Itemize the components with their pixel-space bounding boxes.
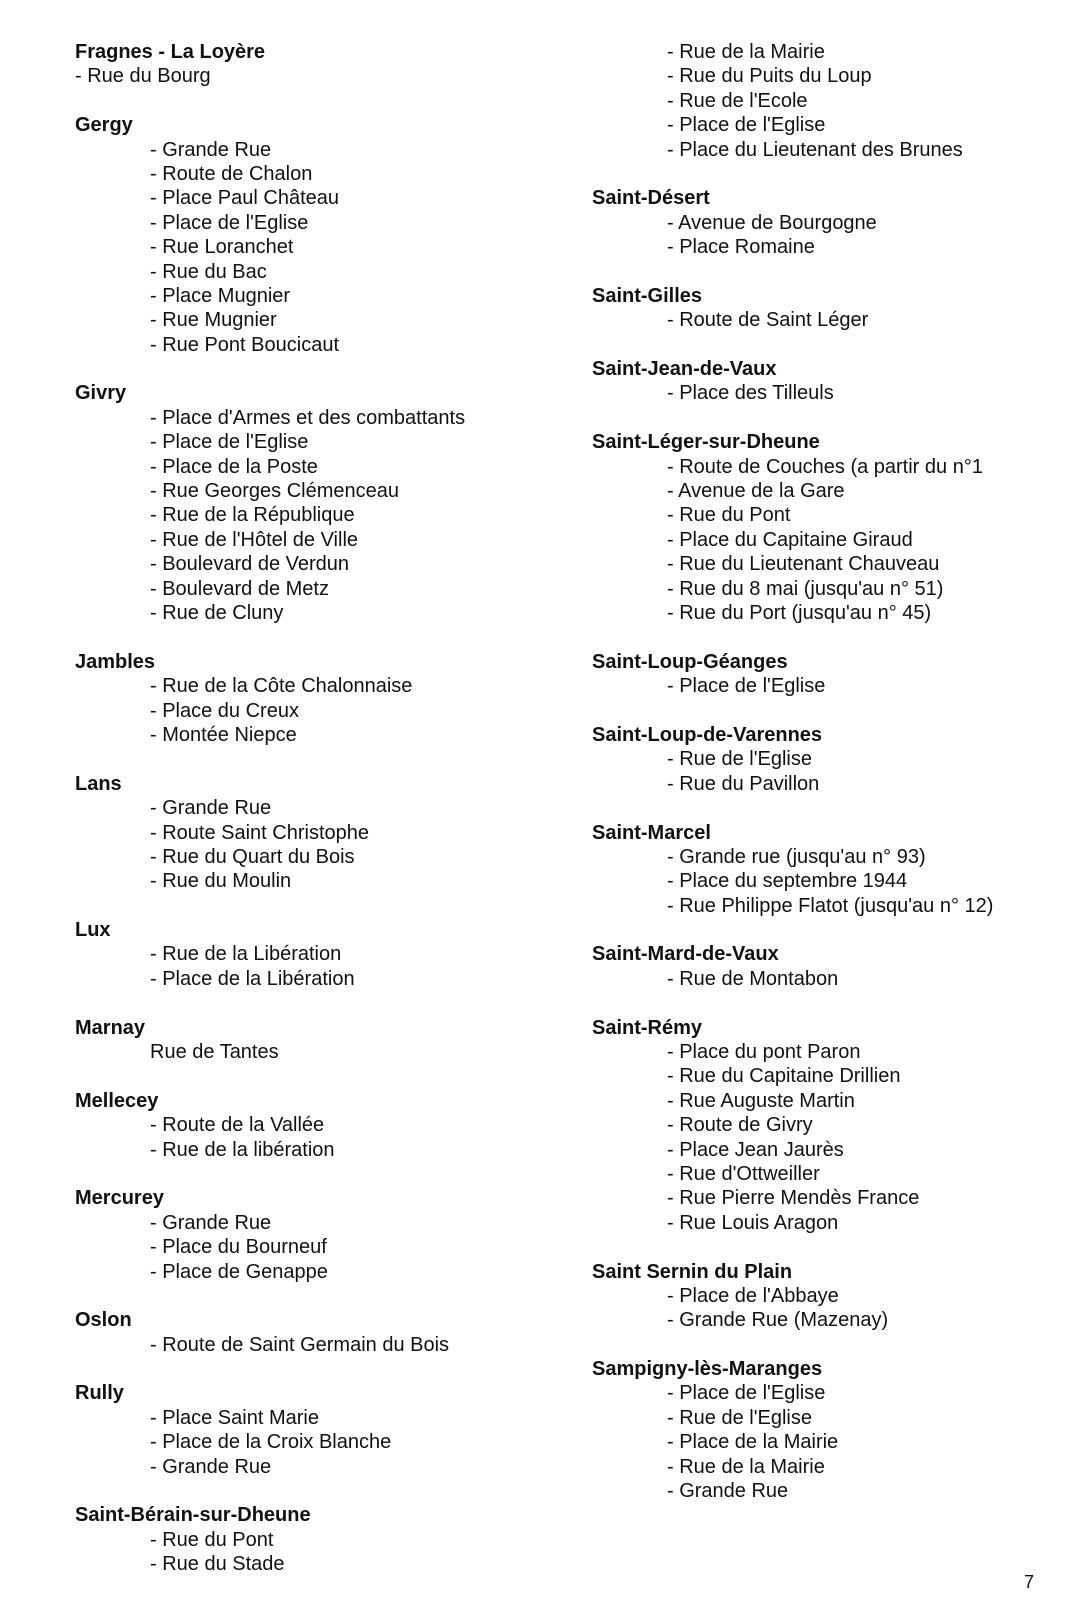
street-item: - Rue de l'Ecole [667,89,808,112]
street-item: - Rue de l'Eglise [667,1406,812,1429]
group-spacer [592,918,1072,942]
street-item: - Grande rue (jusqu'au n° 93) [667,845,926,868]
street-item: - Place du Capitaine Giraud [667,528,913,551]
commune-group-saint-mard-de-vaux [592,942,1072,991]
street-item: - Rue du Quart du Bois [150,845,355,868]
street-item: - Place de l'Abbaye [667,1284,839,1307]
street-item: - Place Paul Château [150,187,340,210]
commune-title: Gergy [75,114,133,137]
street-item: - Rue du Puits du Loup [667,65,872,88]
street-item: - Place de l'Eglise [667,675,826,698]
commune-title: Saint-Désert [592,187,710,210]
commune-group-saint-remy [592,1016,1072,1236]
street-item: - Grande Rue [667,1480,789,1503]
street-item: - Avenue de la Gare [667,480,845,503]
right-column [592,40,1072,1503]
street-item: - Place de la Libération [150,967,355,990]
commune-title: Saint-Jean-de-Vaux [592,358,777,381]
commune-title: Givry [75,382,127,405]
commune-title: Mercurey [75,1187,164,1210]
commune-group-lans [75,772,575,894]
street-item: - Grande Rue (Mazenay) [667,1309,889,1332]
commune-title: Marnay [75,1016,146,1039]
commune-group-lux [75,918,575,991]
street-item: - Rue de la Mairie [667,1455,825,1478]
street-item: - Route de la Vallée [150,1114,325,1137]
street-item: - Place du Bourneuf [150,1236,327,1259]
group-spacer [592,162,1072,186]
group-spacer [592,333,1072,357]
commune-title: Saint-Léger-sur-Dheune [592,431,820,454]
commune-group-fragnes-la-loyere [75,40,575,89]
group-spacer [75,1162,575,1186]
street-item: - Rue de la Mairie [667,41,825,63]
street-item: - Place de l'Eglise [667,1382,826,1405]
group-spacer [75,1064,575,1088]
street-item: - Place Romaine [667,236,815,259]
street-item: - Rue Auguste Martin [667,1089,855,1112]
street-item: - Place de la Mairie [667,1431,839,1454]
street-item: - Rue d'Ottweiller [667,1162,820,1185]
commune-group-saint-jean-de-vaux [592,357,1072,406]
street-item: - Place de la Croix Blanche [150,1431,392,1454]
street-item: - Avenue de Bourgogne [667,211,877,234]
commune-group-saint-loup-de-varennes [592,723,1072,796]
street-item: - Montée Niepce [150,723,297,746]
street-item: - Route Saint Christophe [150,821,370,844]
commune-title: Jambles [75,650,156,673]
commune-title: Mellecey [75,1089,159,1112]
street-item: - Rue de Cluny [150,601,284,624]
commune-group-continued [592,40,1072,162]
commune-title: Saint-Mard-de-Vaux [592,943,779,966]
group-spacer [75,1284,575,1308]
street-item: - Rue du Bac [150,260,267,283]
commune-title: Rully [75,1382,124,1405]
street-item: - Place d'Armes et des combattants [150,406,466,429]
group-spacer [75,1479,575,1503]
street-item: - Rue de la République [150,504,355,527]
street-item: - Rue Pierre Mendès France [667,1187,920,1210]
group-spacer [75,89,575,113]
street-item: - Place Jean Jaurès [667,1138,844,1161]
street-item: - Place du pont Paron [667,1041,861,1064]
group-spacer [592,1235,1072,1259]
street-item: - Rue du Stade [150,1553,285,1576]
commune-group-marnay [75,1016,575,1065]
commune-title: Saint-Rémy [592,1016,703,1039]
commune-group-mercurey [75,1186,575,1284]
group-spacer [75,625,575,649]
street-item: - Rue Philippe Flatot (jusqu'au n° 12) [667,894,994,917]
street-item: - Grande Rue [150,138,272,161]
commune-group-oslon [75,1308,575,1357]
street-item: - Place des Tilleuls [667,382,834,405]
street-item: - Route de Saint Léger [667,309,869,332]
commune-group-saint-sernin-du-plain [592,1260,1072,1333]
commune-group-saint-gilles [592,284,1072,333]
street-item: - Rue du Pont [150,1528,274,1551]
commune-group-sampigny-les-maranges [592,1357,1072,1503]
commune-title: Saint-Gilles [592,284,703,307]
commune-title: Oslon [75,1309,132,1332]
street-item: - Rue de la libération [150,1138,335,1161]
street-item: - Rue du Pavillon [667,772,820,795]
commune-title: Lux [75,919,111,942]
street-item: - Rue du Pont [667,504,791,527]
street-item: - Rue Pont Boucicaut [150,333,339,356]
commune-group-rully [75,1381,575,1479]
group-spacer [75,991,575,1015]
street-item: - Place Mugnier [150,284,291,307]
street-item: - Rue Mugnier [150,309,277,332]
group-spacer [75,894,575,918]
group-spacer [592,796,1072,820]
street-item: - Place du septembre 1944 [667,870,908,893]
street-item: - Place du Creux [150,699,299,722]
street-item: - Boulevard de Verdun [150,553,350,576]
commune-group-saint-desert [592,186,1072,259]
street-item: - Rue de Montabon [667,967,839,990]
street-item: - Place Saint Marie [150,1406,319,1429]
street-item: - Rue Georges Clémenceau [150,480,400,503]
commune-title: Sampigny-lès-Maranges [592,1358,823,1381]
street-item: - Rue Loranchet [150,236,294,259]
street-item: - Boulevard de Metz [150,577,329,600]
group-spacer [592,991,1072,1015]
street-item: - Grande Rue [150,1455,272,1478]
page-number: 7 [1023,1572,1034,1592]
street-item: - Place de l'Eglise [150,431,309,454]
commune-group-mellecey [75,1089,575,1162]
commune-group-saint-leger-sur-dheune [592,430,1072,625]
commune-group-saint-marcel [592,821,1072,919]
commune-title: Fragnes - La Loyère [75,41,266,63]
commune-group-saint-loup-geanges [592,650,1072,699]
commune-group-saint-berain-sur-dheune [75,1503,575,1576]
street-item: - Rue de l'Hôtel de Ville [150,528,359,551]
street-item: - Rue du 8 mai (jusqu'au n° 51) [667,577,944,600]
street-item: - Rue de la Libération [150,943,342,966]
group-spacer [75,1357,575,1381]
commune-title: Lans [75,772,122,795]
street-item: - Route de Couches (a partir du n°1 [667,455,983,478]
street-item: - Rue du Port (jusqu'au n° 45) [667,601,932,624]
street-item: - Route de Saint Germain du Bois [150,1333,450,1356]
street-item: - Place de l'Eglise [150,211,309,234]
street-item: - Route de Givry [667,1114,813,1137]
street-item: - Rue du Moulin [150,870,292,893]
group-spacer [75,747,575,771]
street-item: - Place du Lieutenant des Brunes [667,138,963,161]
commune-group-gergy [75,113,575,357]
commune-title: Saint-Marcel [592,821,711,844]
group-spacer [592,625,1072,649]
left-column [75,40,575,1577]
street-item: - Grande Rue [150,1211,272,1234]
street-item: - Place de la Poste [150,455,318,478]
street-item: - Rue du Capitaine Drillien [667,1065,901,1088]
commune-title: Saint-Bérain-sur-Dheune [75,1504,311,1527]
street-item: Rue de Tantes [150,1041,279,1064]
group-spacer [75,357,575,381]
street-item: - Grande Rue [150,797,272,820]
street-item: - Rue de l'Eglise [667,748,812,771]
commune-title: Saint Sernin du Plain [592,1260,793,1283]
group-spacer [592,406,1072,430]
street-item: - Rue du Bourg [75,65,211,88]
group-spacer [592,260,1072,284]
commune-group-jambles [75,650,575,748]
group-spacer [592,1333,1072,1357]
commune-group-givry [75,381,575,625]
street-item: - Rue Louis Aragon [667,1211,839,1234]
street-item: - Route de Chalon [150,162,313,185]
street-item: - Place de Genappe [150,1260,328,1283]
commune-title: Saint-Loup-de-Varennes [592,723,823,746]
street-item: - Place de l'Eglise [667,114,826,137]
street-item: - Rue du Lieutenant Chauveau [667,553,940,576]
street-item: - Rue de la Côte Chalonnaise [150,675,413,698]
group-spacer [592,699,1072,723]
commune-title: Saint-Loup-Géanges [592,650,788,673]
